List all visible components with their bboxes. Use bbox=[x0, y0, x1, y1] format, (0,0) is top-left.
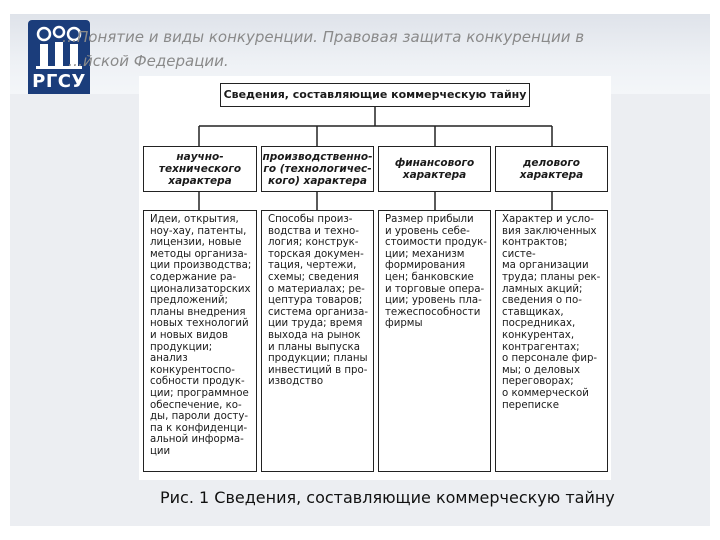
diagram bbox=[139, 76, 611, 480]
details-scientific-technical: Идеи, открытия, ноу-хау, патенты, лицензии, новые методы организа- ции производства; содержание ра- ционализаторских предложений; планы внедрения новых технологий и новых видов продукции; анализ конкурентоспо- собности продук- ции; программное обеспечение, ко- ды, пароли досту- па к конфиденци- альной информа- ции bbox=[143, 210, 257, 472]
category-financial: финансового характера bbox=[378, 146, 491, 192]
details-financial: Размер прибыли и уровень себе- стоимости продук- ции; механизм формирования цен; банковские и торговые опера- ции; уровень пла- тежеспособности фирмы bbox=[378, 210, 491, 472]
category-scientific-technical: научно- технического характера bbox=[143, 146, 257, 192]
slide-title-line-1: …Понятие и виды конкуренции. Правовая защита конкуренции в bbox=[62, 28, 585, 46]
details-production-technological: Способы произ- водства и техно- логия; конструк- торская докумен- тация, чертежи, схемы; сведения о материалах; ре- цептура товаров; система организа- ции труда; время выхода на рынок и планы выпуска продукции; планы инвестиций в про- изводство bbox=[261, 210, 374, 472]
category-production-technological: производственно- го (технологичес- кого) характера bbox=[261, 146, 374, 192]
logo-text: РГСУ bbox=[32, 71, 86, 92]
slide-title-line-2: …йской Федерации. bbox=[68, 52, 229, 70]
category-business: делового характера bbox=[495, 146, 608, 192]
details-business: Характер и усло- вия заключенных контрактов; систе- ма организации труда; планы рек- ламных акций; сведения о по- ставщиках, посредниках, конкурентах, контрагентах; о персонале фир- мы; о деловых переговорах; о коммерческой переписке bbox=[495, 210, 608, 472]
root-box: Сведения, составляющие коммерческую тайну bbox=[220, 83, 530, 107]
figure-caption: Рис. 1 Сведения, составляющие коммерческую тайну bbox=[160, 488, 615, 507]
